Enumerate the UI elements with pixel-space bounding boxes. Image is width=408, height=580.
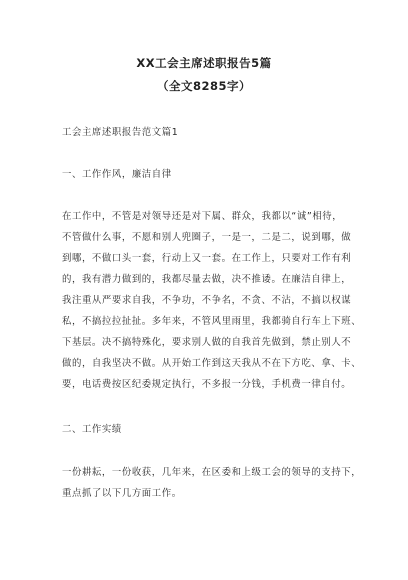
heading-2: 二、工作实绩	[62, 424, 122, 435]
section-label: 工会主席述职报告范文篇1	[62, 127, 179, 138]
paragraph-1-line: 不管做什么事，不愿和别人兜圈子，一是一，二是二，说到哪，做	[62, 232, 352, 243]
paragraph-1-line: 做的，自我坚决不做。从开始工作到这天我从不在下方吃、拿、卡、	[62, 358, 362, 369]
paragraph-1-line: 到哪，不做口头一套，行动上又一套。在工作上，只要对工作有利	[62, 253, 352, 264]
paragraph-1-line: 下基层。决不搞特殊化，要求别人做的自我首先做到，禁止别人不	[62, 337, 352, 348]
paragraph-1-line: 我注重从严要求自我，不争功，不争名，不贪、不沾，不搞以权谋	[62, 295, 352, 306]
paragraph-1-line: 私，不搞拉拉扯扯。多年来，不管风里雨里，我都骑自行车上下班、	[62, 316, 362, 327]
heading-1: 一、工作作风，廉洁自律	[62, 169, 172, 180]
document-subtitle: （全文8285字）	[156, 79, 251, 93]
paragraph-1-line: 在工作中，不管是对领导还是对下属、群众，我都以“诚”相待，	[62, 211, 343, 222]
paragraph-1-line: 的，我有潜力做到的，我都尽量去做，决不推诿。在廉洁自律上，	[62, 274, 352, 285]
paragraph-2-line: 一份耕耘，一份收获，几年来，在区委和上级工会的领导的支持下，	[62, 467, 362, 478]
document-title: XX工会主席述职报告5篇	[136, 56, 272, 70]
paragraph-1-line: 要，电话费按区纪委规定执行，不多报一分钱，手机费一律自付。	[62, 379, 352, 390]
paragraph-2-line: 重点抓了以下几方面工作。	[62, 488, 182, 499]
